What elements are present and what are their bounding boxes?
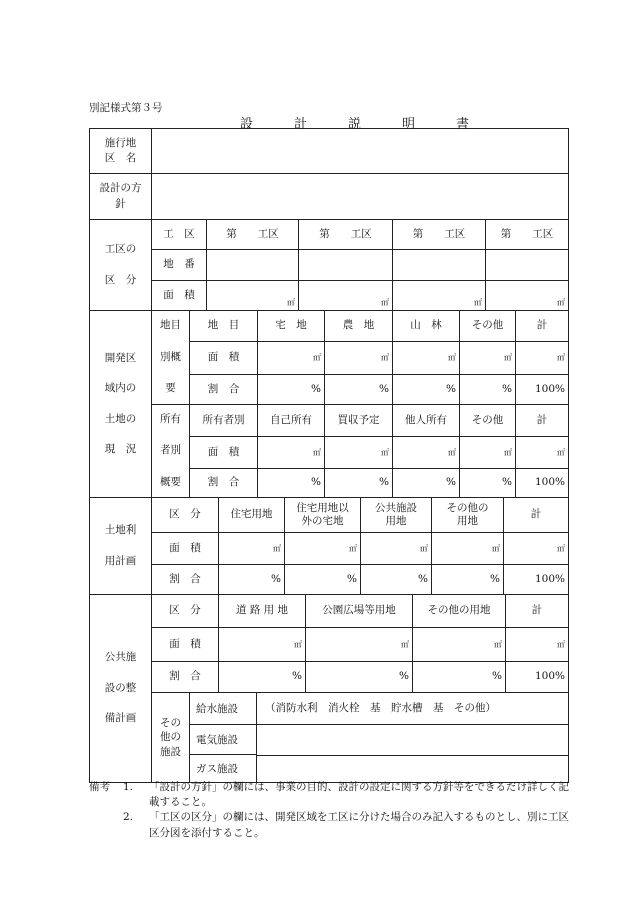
col-total: 計 [515,311,568,341]
owner-ratio-row [190,468,568,497]
unit-percent: % [379,476,389,489]
ratio-field[interactable] [218,565,284,594]
col-housing-land: 住宅用地 [218,498,284,532]
area-name-header: 施行地 区 名 [90,129,152,173]
gas-label: ガス施設 [190,754,256,782]
land-category-ratio-row [190,374,568,404]
zone-cell-3: 第 工区 [392,220,485,249]
land-use-header-row [152,498,568,532]
unit-percent: % [311,382,321,395]
unit-sqm: ㎡ [557,298,565,307]
unit-percent: % [292,670,302,683]
col-others-owned: 他人所有 [392,405,459,436]
land-use-area-row [152,532,568,564]
area-field[interactable] [218,628,305,661]
ratio-field[interactable] [459,375,515,404]
water-supply-label: 給水施設 [196,703,238,715]
ratio-field[interactable] [360,565,431,594]
land-category-area-row [190,341,568,374]
ratio-field[interactable] [392,469,459,497]
land-category-header-row [190,311,568,341]
col-other: その他 [459,405,515,436]
unit-sqm: ㎡ [313,353,321,362]
area-field[interactable] [284,533,360,564]
zones-label-area: 面 積 [163,288,195,301]
zone-area-field-3[interactable] [392,281,485,310]
public-facilities-header: 公共施 設の整 備計画 [90,595,152,782]
area-name-section [90,129,568,173]
col-other-land: その他の用地 [412,595,505,627]
note-item-1 [89,780,569,810]
unit-sqm: ㎡ [420,543,428,553]
unit-sqm: ㎡ [448,353,456,362]
area-name-field[interactable] [152,129,568,173]
policy-field[interactable] [152,174,568,219]
other-facilities-block [152,692,568,782]
document-title: 設 計 説 明 書 [240,117,484,132]
unit-percent: % [502,476,512,489]
unit-percent: % [379,382,389,395]
public-facilities-ratio-row [152,661,568,692]
col-land-category: 地 目 [207,319,240,332]
unit-percent: % [399,670,409,683]
zones-section [90,219,568,310]
zones-label-zone: 工 区 [163,227,195,240]
other-facilities-fields [257,693,568,782]
ratio-field[interactable] [431,565,503,594]
col-total: 計 [503,498,568,532]
land-status-header: 開発区 域内の 土地の 現 況 [90,311,152,497]
zones-header: 工区の 区 分 [90,220,152,310]
unit-sqm: ㎡ [294,639,302,649]
col-other: その他 [459,311,515,341]
zone-cell-4: 第 工区 [485,220,568,249]
owner-group [152,404,568,497]
col-farmland: 農 地 [324,311,392,341]
unit-sqm: ㎡ [313,447,321,457]
area-label: 面 積 [207,351,240,364]
policy-header: 設計の方 針 [90,174,152,219]
unit-sqm: ㎡ [448,447,456,457]
other-facilities-label: その 他の 施設 [152,693,190,782]
electric-label: 電気施設 [190,724,256,754]
unit-sqm: ㎡ [381,353,389,362]
col-road-land: 道 路 用 地 [218,595,305,627]
ratio-field[interactable] [284,565,360,594]
ratio-field[interactable] [324,469,392,497]
ratio-field[interactable] [218,662,305,692]
area-field[interactable] [412,628,505,661]
ratio-total [503,565,568,594]
land-category-label: 地目 別概 要 [152,311,190,404]
area-field[interactable] [459,437,515,468]
area-field[interactable] [257,437,324,468]
area-total-field[interactable] [505,628,568,661]
unit-percent: % [418,572,428,585]
lot-field-4[interactable] [485,250,568,280]
col-residential: 宅 地 [257,311,324,341]
ratio-label: 割 合 [207,382,240,395]
zone-area-field-4[interactable] [485,281,568,310]
area-field[interactable] [257,342,324,374]
ratio-field[interactable] [305,662,412,692]
area-label: 面 積 [207,445,240,458]
col-park-plaza-land: 公園広場等用地 [305,595,412,627]
zones-row-zone [152,220,568,249]
area-field[interactable] [431,533,503,564]
electric-field[interactable] [257,724,568,755]
ratio-total [505,662,568,692]
unit-sqm: ㎡ [492,543,500,553]
zone-area-field-1[interactable] [206,281,298,310]
lot-field-3[interactable] [392,250,485,280]
note-number: 1. [123,781,134,793]
water-supply-detail[interactable] [257,693,568,724]
area-field[interactable] [305,628,412,661]
unit-percent: % [490,572,500,585]
notes-heading: 備考 [89,781,110,793]
unit-percent: % [446,382,456,395]
unit-sqm: ㎡ [494,639,502,649]
unit-percent: % [271,572,281,585]
zones-row-area [152,280,568,310]
ratio-field[interactable] [257,375,324,404]
lot-field-2[interactable] [298,250,392,280]
unit-percent: % [446,476,456,489]
col-self-owned: 自己所有 [257,405,324,436]
unit-sqm: ㎡ [557,543,565,553]
area-field[interactable] [459,342,515,374]
ratio-field[interactable] [324,375,392,404]
unit-sqm: ㎡ [349,543,357,553]
ratio-field[interactable] [392,375,459,404]
zones-row-lot [152,249,568,280]
ratio-total [515,469,568,497]
total-percent: 100% [534,382,565,395]
area-label: 面 積 [169,637,201,650]
note-text: 「設計の方針」の欄には、事業の目的、設計の設定に関する方針等をできるだけ詳しく記載すること。 [149,781,569,809]
note-item-2 [89,810,569,840]
unit-sqm: ㎡ [504,447,512,457]
col-total: 計 [505,595,568,627]
public-facilities-area-row [152,627,568,661]
col-public-facility-land: 公共施設 用地 [360,498,431,532]
zone-area-field-2[interactable] [298,281,392,310]
owner-area-row [190,436,568,468]
owner-group-label: 所有 者別 概要 [152,405,190,497]
lot-field-1[interactable] [206,250,298,280]
unit-percent: % [347,572,357,585]
land-category-group [152,311,568,404]
area-field[interactable] [392,342,459,374]
unit-sqm: ㎡ [557,447,565,457]
unit-sqm: ㎡ [557,353,565,362]
form-number-label: 別記様式第３号 [89,102,163,114]
public-facilities-section [90,594,568,782]
area-total-field[interactable] [515,437,568,468]
unit-sqm: ㎡ [273,543,281,553]
note-text: 「工区の区分」の欄には、開発区域を工区に分けた場合のみ記入するものとし、別に工区区分図を添付すること。 [149,811,569,839]
land-status-section [90,310,568,497]
ratio-field[interactable] [412,662,505,692]
ratio-label: 割 合 [169,670,201,683]
total-percent: 100% [534,572,565,585]
gas-field[interactable] [257,755,568,782]
col-category: 区 分 [169,604,201,617]
col-non-housing-land: 住宅用地以 外の宅地 [284,498,360,532]
col-to-purchase: 買収予定 [324,405,392,436]
zones-label-lot: 地 番 [163,258,195,271]
ratio-field[interactable] [459,469,515,497]
design-explanation-form [89,128,569,783]
water-supply-detail-text: （消防水利 消火栓 基 貯水槽 基 その他） [265,701,496,714]
col-other-land: その他の 用地 [431,498,503,532]
total-percent: 100% [534,670,565,683]
ratio-total [515,375,568,404]
unit-sqm: ㎡ [381,298,389,307]
unit-sqm: ㎡ [381,447,389,457]
area-field[interactable] [360,533,431,564]
area-total-field[interactable] [515,342,568,374]
zone-cell-2: 第 工区 [298,220,392,249]
note-number: 2. [123,811,134,824]
col-category: 区 分 [169,508,201,521]
area-field[interactable] [218,533,284,564]
col-total: 計 [515,405,568,436]
col-forest: 山 林 [392,311,459,341]
land-use-ratio-row [152,564,568,594]
public-facilities-header-row [152,595,568,627]
land-use-header: 土地利 用計画 [90,498,152,594]
unit-percent: % [311,476,321,489]
policy-section [90,173,568,219]
unit-sqm: ㎡ [557,639,565,649]
notes-section [89,780,569,841]
ratio-label: 割 合 [169,572,201,585]
zone-cell-1: 第 工区 [206,220,298,249]
unit-percent: % [492,670,502,683]
unit-percent: % [502,382,512,395]
area-label: 面 積 [169,541,201,554]
total-percent: 100% [534,476,565,489]
other-facilities-names [190,693,257,782]
notes-heading-spacer [89,810,123,840]
area-field[interactable] [324,437,392,468]
ratio-label: 割 合 [207,476,240,489]
owner-header-row [190,405,568,436]
unit-sqm: ㎡ [401,639,409,649]
area-field[interactable] [392,437,459,468]
unit-sqm: ㎡ [474,298,482,307]
area-total-field[interactable] [503,533,568,564]
unit-sqm: ㎡ [504,353,512,362]
col-owner-type: 所有者別 [202,413,245,426]
ratio-field[interactable] [257,469,324,497]
unit-sqm: ㎡ [287,298,295,307]
land-use-section [90,497,568,594]
area-field[interactable] [324,342,392,374]
